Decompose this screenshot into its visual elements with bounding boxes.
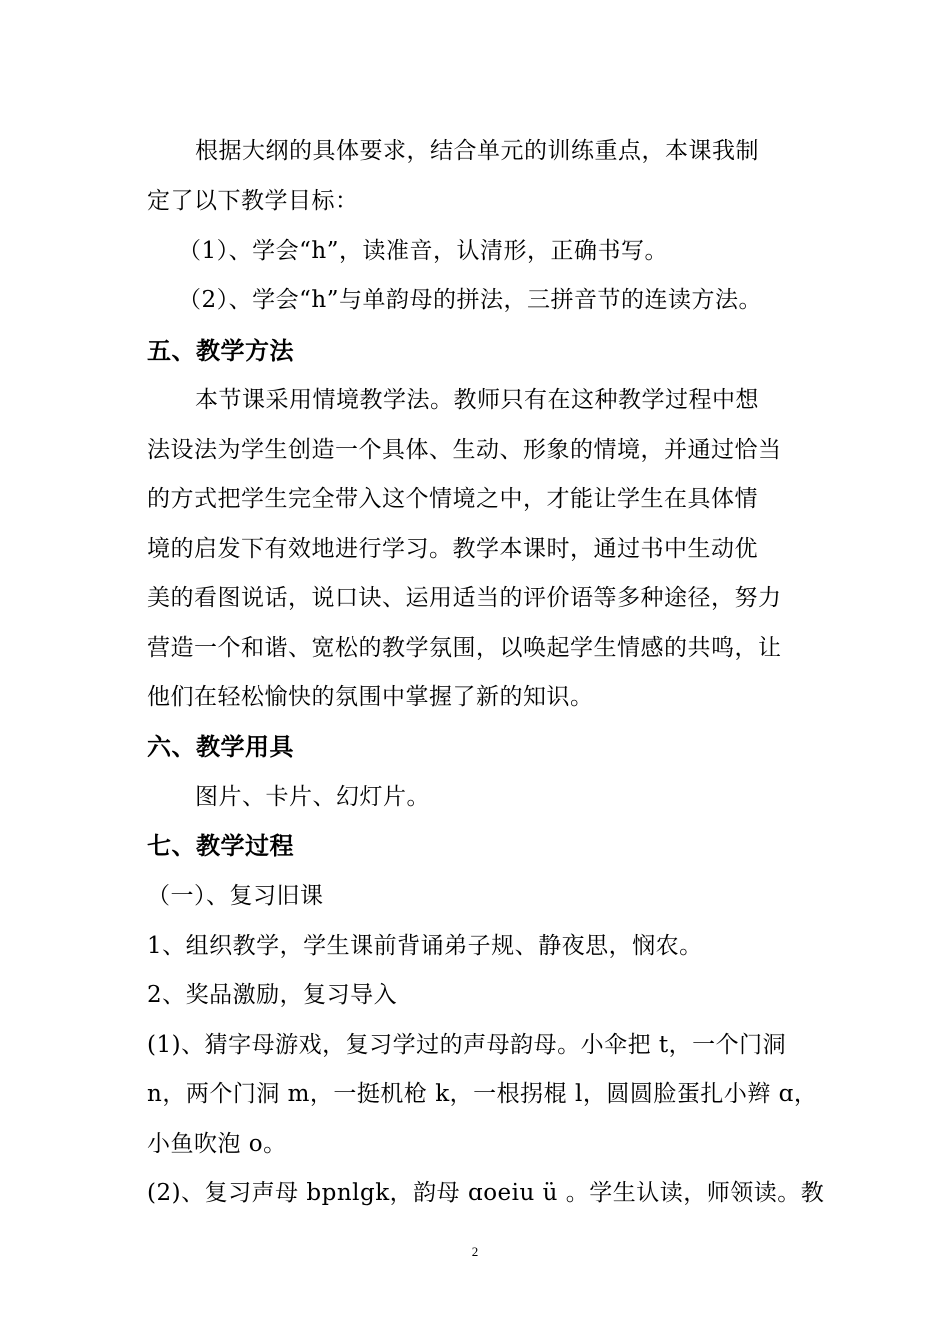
objective-item-1: （1）、学会“h”，读准音，认清形，正确书写。 [178,238,668,264]
paragraph-line: 他们在轻松愉快的氛围中掌握了新的知识。 [147,684,594,710]
paragraph-line: 营造一个和谐、宽松的教学氛围，以唤起学生情感的共鸣，让 [147,635,782,661]
section-heading-process: 七、教学过程 [147,832,294,860]
paragraph-line: 图片、卡片、幻灯片。 [195,784,430,810]
paragraph-line: 美的看图说话，说口诀、运用适当的评价语等多种途径，努力 [147,585,782,611]
paragraph-line: 根据大纲的具体要求，结合单元的训练重点，本课我制 [195,138,759,164]
paragraph-line: 小鱼吹泡 o。 [147,1131,287,1157]
section-heading-tools: 六、教学用具 [147,733,294,761]
paragraph-line: n，两个门洞 m，一挺机枪 k，一根拐棍 l，圆圆脸蛋扎小辫 ɑ， [147,1081,818,1107]
paragraph-line: 境的启发下有效地进行学习。教学本课时，通过书中生动优 [147,536,758,562]
list-item: 1、组织教学，学生课前背诵弟子规、静夜思，悯农。 [147,933,703,959]
list-item: 2、奖品激励，复习导入 [147,982,398,1008]
paragraph-line: 的方式把学生完全带入这个情境之中，才能让学生在具体情 [147,486,758,512]
page-number: 2 [471,1244,479,1259]
paragraph-line: (1)、猜字母游戏，复习学过的声母韵母。小伞把 t，一个门洞 [147,1032,787,1058]
section-heading-methods: 五、教学方法 [147,337,294,365]
paragraph-line: 法设法为学生创造一个具体、生动、形象的情境，并通过恰当 [147,437,782,463]
objective-item-2: （2）、学会“h”与单韵母的拼法，三拼音节的连读方法。 [178,287,762,313]
paragraph-line: 本节课采用情境教学法。教师只有在这种教学过程中想 [195,387,759,413]
paragraph-line: 定了以下教学目标： [147,188,359,214]
subsection-heading: （一）、复习旧课 [147,883,324,909]
paragraph-line: (2)、复习声母 bpnlgk，韵母 ɑoeiu ü 。学生认读，师领读。教 [147,1180,825,1206]
